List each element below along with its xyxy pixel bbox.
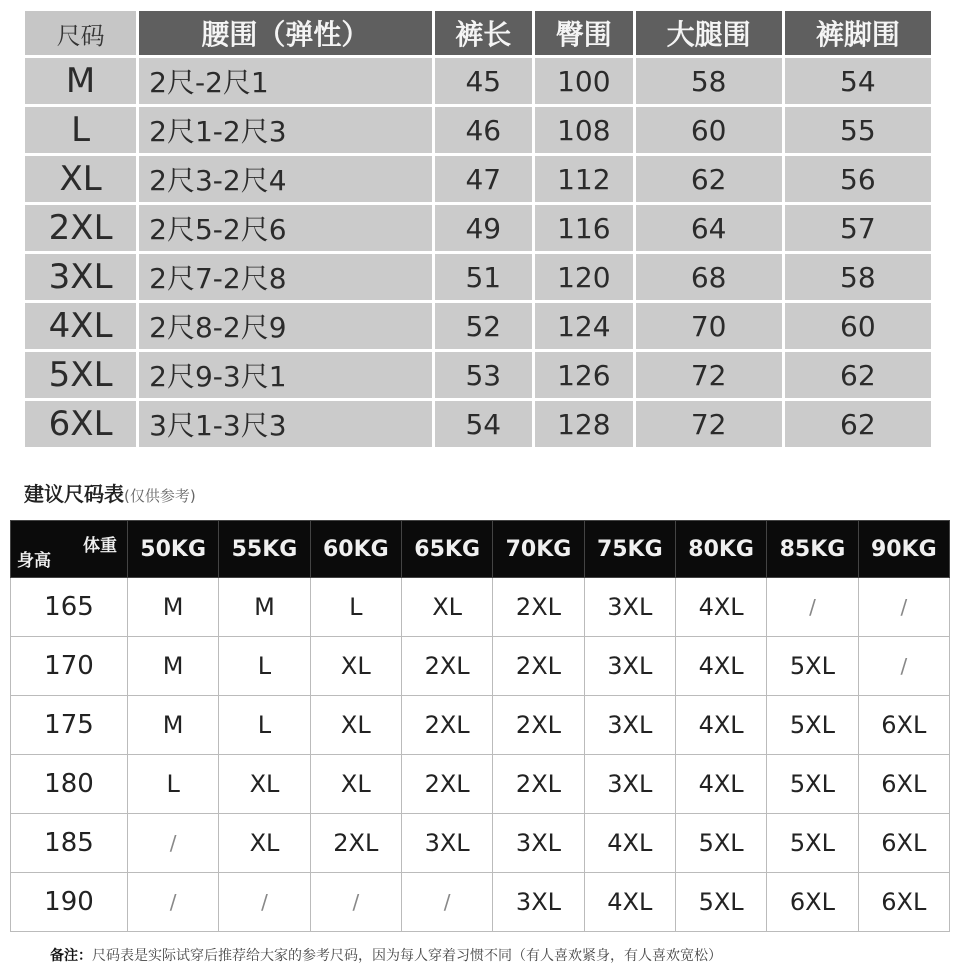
weight-header: 50KG bbox=[128, 521, 219, 578]
size-value-cell: 2尺1-2尺3 bbox=[139, 107, 431, 153]
recommended-size-cell: 2XL bbox=[493, 755, 584, 814]
recommendation-row bbox=[11, 637, 950, 696]
recommended-size-cell: XL bbox=[401, 578, 492, 637]
size-value-cell: 2尺8-2尺9 bbox=[139, 303, 431, 349]
size-value-cell: 2尺3-2尺4 bbox=[139, 156, 431, 202]
caption-title: 建议尺码表 bbox=[24, 482, 124, 506]
size-row bbox=[25, 156, 931, 202]
size-value-cell: 126 bbox=[535, 352, 632, 398]
recommended-size-cell: M bbox=[128, 637, 219, 696]
height-cell: 185 bbox=[11, 814, 128, 873]
recommended-size-cell: 2XL bbox=[401, 755, 492, 814]
recommended-size-cell: 3XL bbox=[584, 696, 675, 755]
size-value-cell: 58 bbox=[785, 254, 931, 300]
size-row bbox=[25, 205, 931, 251]
recommended-size-cell: L bbox=[219, 637, 310, 696]
size-value-cell: 116 bbox=[535, 205, 632, 251]
recommendation-row bbox=[11, 814, 950, 873]
recommended-size-cell: / bbox=[310, 873, 401, 932]
recommended-size-cell: 4XL bbox=[675, 637, 766, 696]
size-value-cell: 53 bbox=[435, 352, 532, 398]
recommended-size-cell: 6XL bbox=[858, 696, 949, 755]
size-value-cell: 108 bbox=[535, 107, 632, 153]
size-chart-table bbox=[22, 8, 934, 450]
size-value-cell: 3尺1-3尺3 bbox=[139, 401, 431, 447]
recommended-size-cell: 3XL bbox=[584, 578, 675, 637]
recommended-size-cell: 2XL bbox=[401, 696, 492, 755]
recommended-size-cell: 5XL bbox=[767, 637, 858, 696]
size-value-cell: 45 bbox=[435, 58, 532, 104]
weight-axis-label: 体重 bbox=[83, 536, 117, 556]
size-label-cell: XL bbox=[25, 156, 136, 202]
size-value-cell: 47 bbox=[435, 156, 532, 202]
size-label-cell: M bbox=[25, 58, 136, 104]
footnote bbox=[50, 945, 950, 965]
recommended-size-cell: 2XL bbox=[310, 814, 401, 873]
size-row bbox=[25, 303, 931, 349]
weight-header: 60KG bbox=[310, 521, 401, 578]
waist-header: 腰围（弹性） bbox=[139, 11, 431, 55]
size-value-cell: 54 bbox=[785, 58, 931, 104]
size-header: 尺码 bbox=[25, 11, 136, 55]
footnote-label: 备注： bbox=[50, 948, 92, 964]
recommended-size-cell: / bbox=[128, 873, 219, 932]
thigh-header: 大腿围 bbox=[636, 11, 782, 55]
size-value-cell: 46 bbox=[435, 107, 532, 153]
recommended-size-cell: 6XL bbox=[767, 873, 858, 932]
hip-header: 臀围 bbox=[535, 11, 632, 55]
size-label-cell: 2XL bbox=[25, 205, 136, 251]
size-value-cell: 64 bbox=[636, 205, 782, 251]
recommendation-row bbox=[11, 696, 950, 755]
height-axis-label: 身高 bbox=[17, 551, 51, 571]
height-cell: 175 bbox=[11, 696, 128, 755]
size-value-cell: 54 bbox=[435, 401, 532, 447]
weight-header: 55KG bbox=[219, 521, 310, 578]
size-label-cell: 3XL bbox=[25, 254, 136, 300]
size-value-cell: 49 bbox=[435, 205, 532, 251]
recommended-size-cell: 5XL bbox=[767, 814, 858, 873]
recommended-size-cell: 4XL bbox=[675, 696, 766, 755]
recommended-size-cell: 4XL bbox=[675, 578, 766, 637]
recommended-size-cell: L bbox=[128, 755, 219, 814]
recommendation-row bbox=[11, 578, 950, 637]
size-value-cell: 60 bbox=[785, 303, 931, 349]
size-row bbox=[25, 352, 931, 398]
recommended-size-cell: / bbox=[767, 578, 858, 637]
recommended-size-cell: XL bbox=[310, 637, 401, 696]
recommended-size-cell: 2XL bbox=[493, 696, 584, 755]
recommended-size-cell: / bbox=[401, 873, 492, 932]
size-value-cell: 58 bbox=[636, 58, 782, 104]
footnote-text: 尺码表是实际试穿后推荐给大家的参考尺码，因为每人穿着习惯不同（有人喜欢紧身，有人喜欢宽松） bbox=[92, 948, 722, 964]
recommended-size-cell: 4XL bbox=[584, 814, 675, 873]
size-row bbox=[25, 107, 931, 153]
recommended-size-cell: / bbox=[128, 814, 219, 873]
recommended-size-cell: XL bbox=[310, 696, 401, 755]
recommended-size-cell: / bbox=[858, 578, 949, 637]
recommended-size-cell: 5XL bbox=[675, 814, 766, 873]
size-value-cell: 124 bbox=[535, 303, 632, 349]
weight-header: 80KG bbox=[675, 521, 766, 578]
size-value-cell: 52 bbox=[435, 303, 532, 349]
recommended-size-cell: L bbox=[219, 696, 310, 755]
recommendation-row bbox=[11, 755, 950, 814]
recommended-size-cell: M bbox=[128, 578, 219, 637]
length-header: 裤长 bbox=[435, 11, 532, 55]
size-value-cell: 112 bbox=[535, 156, 632, 202]
recommended-size-cell: 6XL bbox=[858, 814, 949, 873]
size-row bbox=[25, 401, 931, 447]
size-value-cell: 57 bbox=[785, 205, 931, 251]
size-value-cell: 72 bbox=[636, 352, 782, 398]
size-label-cell: 6XL bbox=[25, 401, 136, 447]
size-value-cell: 72 bbox=[636, 401, 782, 447]
size-value-cell: 62 bbox=[785, 352, 931, 398]
size-value-cell: 128 bbox=[535, 401, 632, 447]
size-row bbox=[25, 254, 931, 300]
size-value-cell: 62 bbox=[636, 156, 782, 202]
recommended-size-cell: XL bbox=[310, 755, 401, 814]
corner-cell bbox=[11, 521, 128, 578]
recommended-size-cell: 5XL bbox=[767, 755, 858, 814]
size-value-cell: 70 bbox=[636, 303, 782, 349]
size-value-cell: 56 bbox=[785, 156, 931, 202]
size-value-cell: 55 bbox=[785, 107, 931, 153]
size-value-cell: 51 bbox=[435, 254, 532, 300]
recommended-size-cell: XL bbox=[219, 814, 310, 873]
recommended-size-cell: 6XL bbox=[858, 873, 949, 932]
recommendation-table bbox=[10, 520, 950, 932]
size-row bbox=[25, 58, 931, 104]
size-value-cell: 60 bbox=[636, 107, 782, 153]
recommended-size-cell: 3XL bbox=[493, 814, 584, 873]
recommended-size-cell: M bbox=[128, 696, 219, 755]
size-label-cell: L bbox=[25, 107, 136, 153]
size-chart-header-row bbox=[25, 11, 931, 55]
height-cell: 165 bbox=[11, 578, 128, 637]
recommended-size-cell: 4XL bbox=[675, 755, 766, 814]
recommended-size-cell: 2XL bbox=[401, 637, 492, 696]
height-cell: 170 bbox=[11, 637, 128, 696]
recommended-size-cell: M bbox=[219, 578, 310, 637]
recommended-size-cell: / bbox=[858, 637, 949, 696]
recommended-size-cell: 6XL bbox=[858, 755, 949, 814]
recommended-size-cell: 5XL bbox=[675, 873, 766, 932]
height-cell: 190 bbox=[11, 873, 128, 932]
weight-header: 65KG bbox=[401, 521, 492, 578]
recommended-size-cell: / bbox=[219, 873, 310, 932]
weight-header: 70KG bbox=[493, 521, 584, 578]
recommendation-caption bbox=[24, 478, 196, 507]
size-value-cell: 2尺5-2尺6 bbox=[139, 205, 431, 251]
caption-note: (仅供参考) bbox=[124, 487, 196, 505]
size-label-cell: 5XL bbox=[25, 352, 136, 398]
hem-header: 裤脚围 bbox=[785, 11, 931, 55]
size-value-cell: 100 bbox=[535, 58, 632, 104]
recommended-size-cell: 3XL bbox=[493, 873, 584, 932]
recommended-size-cell: L bbox=[310, 578, 401, 637]
size-value-cell: 120 bbox=[535, 254, 632, 300]
recommendation-row bbox=[11, 873, 950, 932]
size-label-cell: 4XL bbox=[25, 303, 136, 349]
height-cell: 180 bbox=[11, 755, 128, 814]
size-value-cell: 2尺9-3尺1 bbox=[139, 352, 431, 398]
recommended-size-cell: 2XL bbox=[493, 637, 584, 696]
recommended-size-cell: 5XL bbox=[767, 696, 858, 755]
size-value-cell: 2尺-2尺1 bbox=[139, 58, 431, 104]
size-value-cell: 2尺7-2尺8 bbox=[139, 254, 431, 300]
recommended-size-cell: 3XL bbox=[401, 814, 492, 873]
recommendation-header-row bbox=[11, 521, 950, 578]
recommended-size-cell: 4XL bbox=[584, 873, 675, 932]
recommended-size-cell: 3XL bbox=[584, 755, 675, 814]
size-value-cell: 62 bbox=[785, 401, 931, 447]
recommended-size-cell: 3XL bbox=[584, 637, 675, 696]
recommended-size-cell: 2XL bbox=[493, 578, 584, 637]
size-value-cell: 68 bbox=[636, 254, 782, 300]
weight-header: 90KG bbox=[858, 521, 949, 578]
weight-header: 85KG bbox=[767, 521, 858, 578]
recommended-size-cell: XL bbox=[219, 755, 310, 814]
weight-header: 75KG bbox=[584, 521, 675, 578]
